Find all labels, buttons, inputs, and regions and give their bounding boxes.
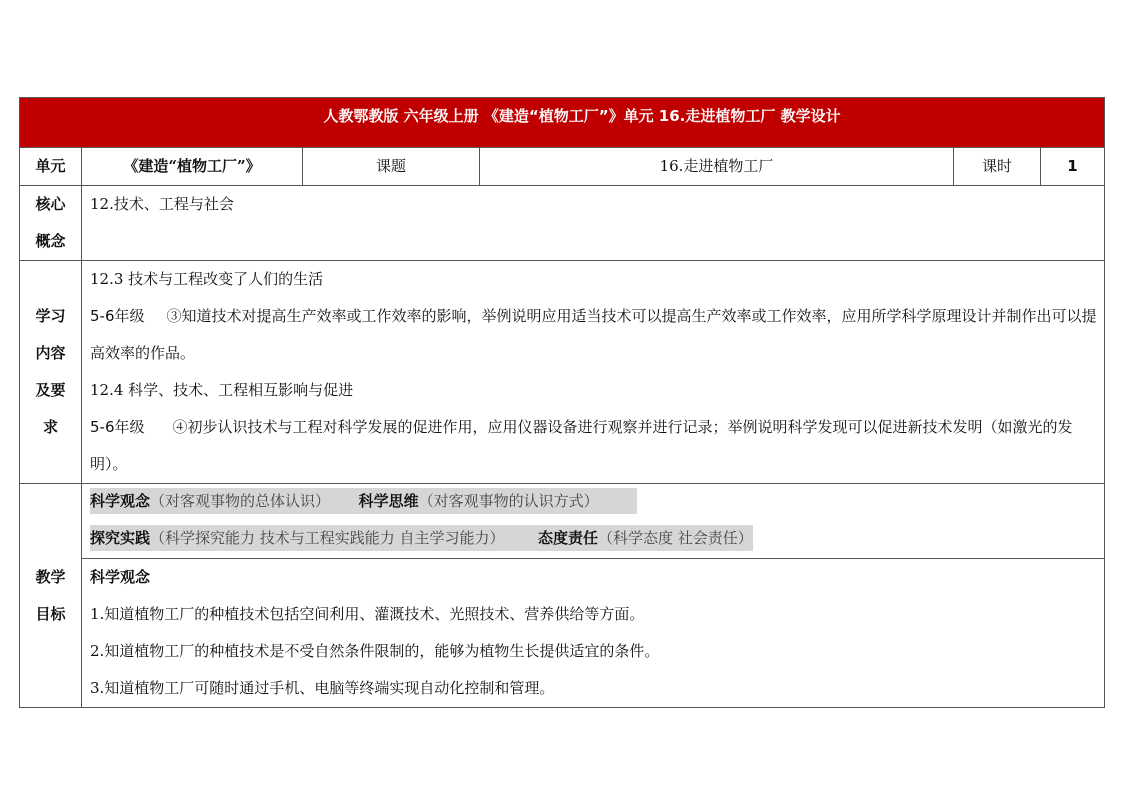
learning-label-line4: 求	[42, 418, 58, 436]
goals-item-1: 1.知道植物工厂的种植技术包括空间利用、灌溉技术、光照技术、营养供给等方面。	[90, 605, 645, 623]
topic-value: 16.走进植物工厂	[480, 148, 954, 186]
literacy-practice-desc: （科学探究能力 技术与工程实践能力 自主学习能力）	[150, 529, 505, 547]
learning-item2-text: ④初步认识技术与工程对科学发展的促进作用，应用仪器设备进行观察并进行记录；举例说明科学发现可以促进新技术发明（如激光的发明）。	[90, 418, 1073, 473]
learning-label	[20, 261, 82, 484]
literacy-highlight1	[90, 488, 637, 514]
document-title: 人教鄂教版 六年级上册 《建造“植物工厂”》单元 16.走进植物工厂 教学设计	[323, 107, 841, 125]
lesson-plan-table	[19, 97, 1105, 708]
goals-label-line2: 目标	[35, 604, 66, 623]
literacy-line2	[90, 521, 1098, 558]
topic-label: 课题	[303, 148, 480, 186]
learning-item1-text: ③知道技术对提高生产效率或工作效率的影响，举例说明应用适当技术可以提高生产效率或工作效率，应用所学科学原理设计并制作出可以提高效率的作品。	[90, 307, 1097, 362]
goals-section-title: 科学观念	[90, 568, 151, 586]
learning-row	[20, 261, 1105, 484]
learning-item1-title: 12.3 技术与工程改变了人们的生活	[90, 270, 324, 288]
core-concept-label	[20, 186, 82, 261]
learning-item2-title: 12.4 科学、技术、工程相互影响与促进	[90, 381, 354, 399]
info-row	[20, 148, 1105, 186]
hours-value: 1	[1041, 148, 1105, 186]
unit-label: 单元	[20, 148, 82, 186]
goals-item-2: 2.知道植物工厂的种植技术是不受自然条件限制的，能够为植物生长提供适宜的条件。	[90, 642, 660, 660]
core-concept-row	[20, 186, 1105, 261]
literacy-attitude-name: 态度责任	[537, 529, 598, 547]
title-row	[20, 98, 1105, 148]
core-concept-label-line2: 概念	[35, 232, 66, 250]
document-title-cell	[20, 98, 1105, 148]
learning-label-line3: 及要	[35, 381, 66, 399]
literacy-practice-name: 探究实践	[90, 529, 151, 547]
lesson-plan-page	[19, 97, 1104, 708]
goals-label	[20, 484, 82, 708]
literacy-concept-name: 科学观念	[90, 492, 151, 510]
hours-label: 课时	[954, 148, 1041, 186]
learning-item1-body	[90, 298, 1098, 372]
literacy-content	[82, 484, 1105, 559]
literacy-highlight2	[90, 525, 753, 551]
literacy-line1	[90, 484, 1098, 521]
learning-content	[82, 261, 1105, 484]
goals-label-line1: 教学	[35, 567, 66, 586]
goals-content	[82, 559, 1105, 708]
learning-item2-body	[90, 409, 1098, 483]
core-concept-label-line1: 核心	[35, 195, 66, 213]
unit-value: 《建造“植物工厂”》	[82, 148, 303, 186]
core-concept-content	[82, 186, 1105, 261]
learning-item1-grade: 5-6年级	[90, 307, 145, 325]
literacy-thinking-desc: （对客观事物的认识方式）	[418, 492, 599, 510]
literacy-concept-desc: （对客观事物的总体认识）	[150, 492, 331, 510]
core-concept-text: 12.技术、工程与社会	[90, 195, 234, 213]
literacy-row	[20, 484, 1105, 559]
learning-label-line1: 学习	[35, 307, 66, 325]
learning-item2-grade: 5-6年级	[90, 418, 145, 436]
goals-row	[20, 559, 1105, 708]
literacy-attitude-desc: （科学态度 社会责任）	[597, 529, 753, 547]
learning-label-line2: 内容	[35, 344, 66, 362]
goals-item-3: 3.知道植物工厂可随时通过手机、电脑等终端实现自动化控制和管理。	[90, 679, 555, 697]
literacy-thinking-name: 科学思维	[358, 492, 419, 510]
